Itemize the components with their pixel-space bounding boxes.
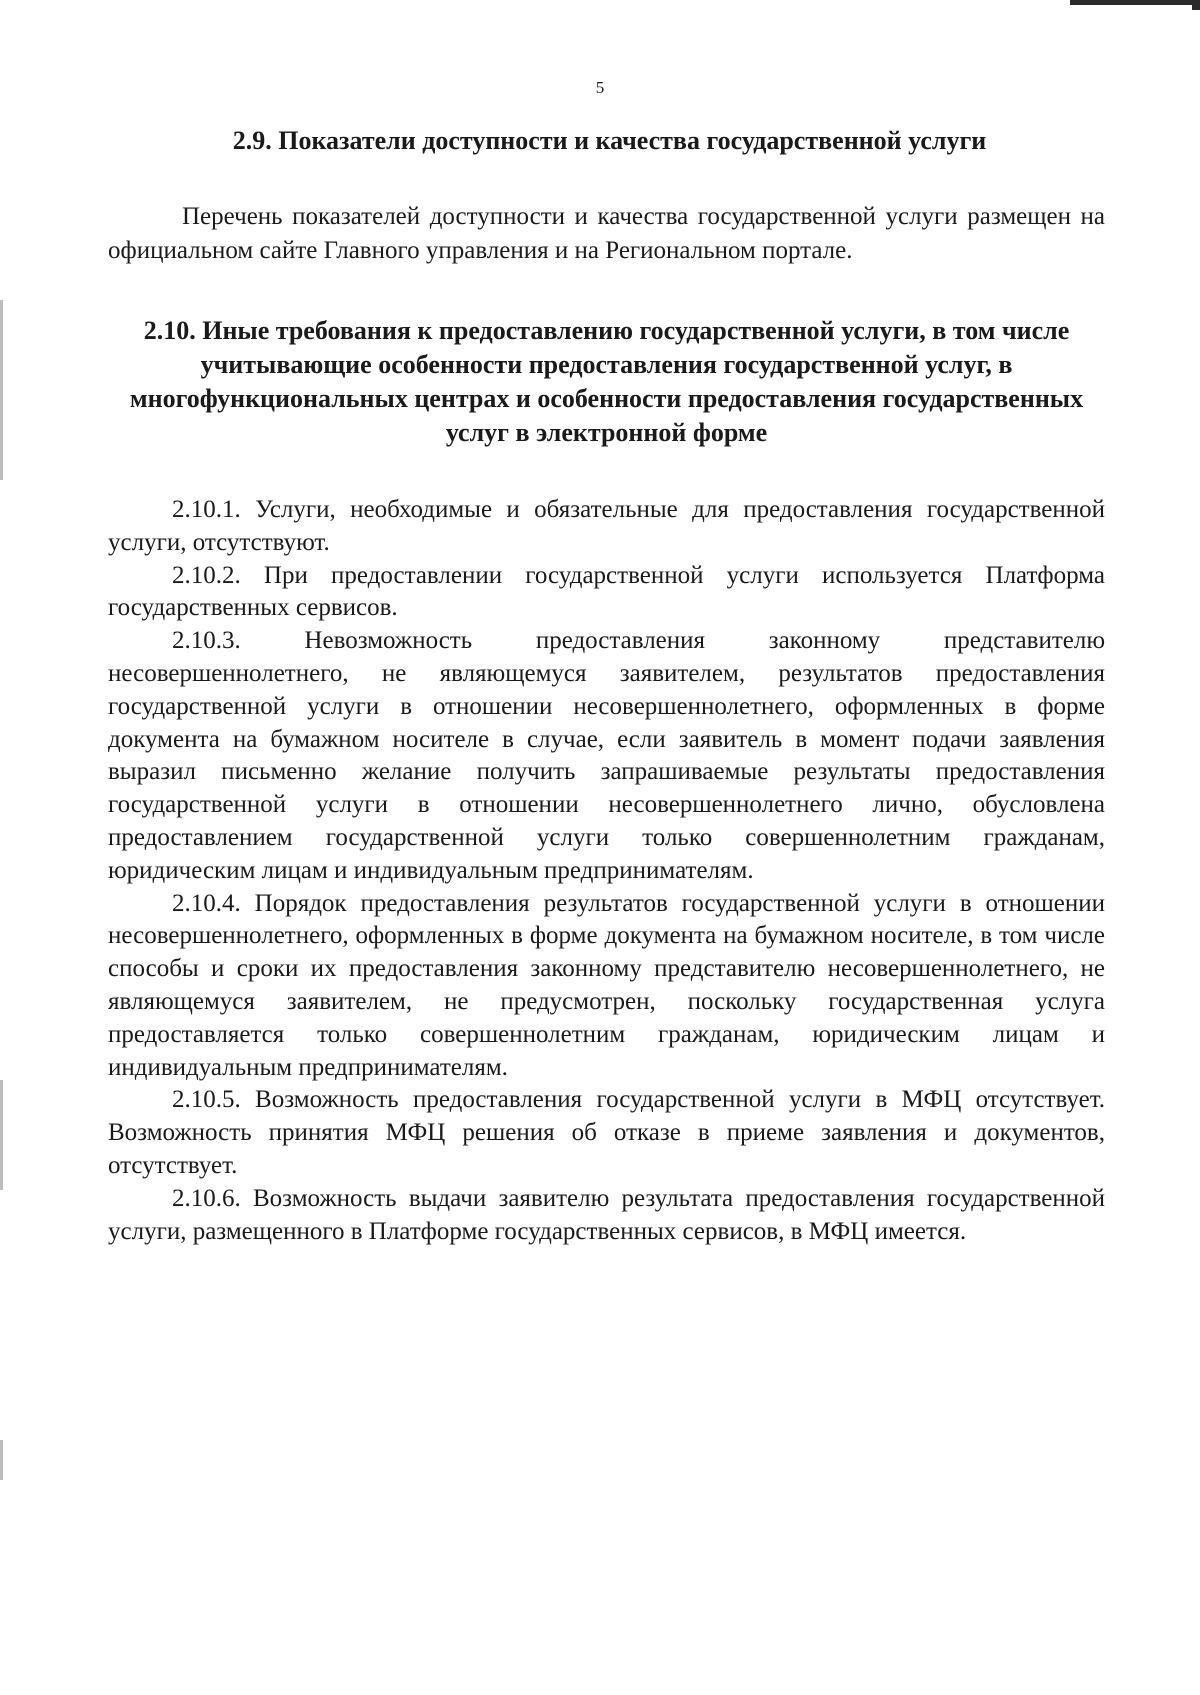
section-2-9-heading: 2.9. Показатели доступности и качества государственной услуги: [232, 126, 987, 155]
clause-2-10-2: 2.10.2. При предоставлении государственной услуги используется Платформа государственных сервисов.: [108, 561, 1105, 622]
section-2-9-paragraph: Перечень показателей доступности и качества государственной услуги размещен на официальном сайте Главного управления и на Региональном портале.: [108, 203, 1105, 264]
page-number: 5: [595, 78, 605, 97]
clause-2-10-5: 2.10.5. Возможность предоставления государственной услуги в МФЦ отсутствует. Возможность принятия МФЦ решения об отказе в приеме заявления и документов, отсутствует.: [108, 1086, 1105, 1179]
scan-artifact-top-mark: [1070, 0, 1200, 5]
clause-2-10-4: 2.10.4. Порядок предоставления результатов государственной услуги в отношении несовершеннолетнего, оформленных в форме документа на бумажном носителе, в том числе способы и сроки их предоставления законному представителю несовершеннолетнего, не являющемуся заявителем, не предусмотрен, поскольку государственная услуга предоставляется только совершеннолетним гражданам, юридическим лицам и индивидуальным предпринимателям.: [108, 889, 1105, 1081]
scan-artifact-corner-mark: [1192, 0, 1200, 10]
clause-2-10-3: 2.10.3. Невозможность предоставления законному представителю несовершеннолетнего, не являющемуся заявителем, результатов предоставления государственной услуги в отношении несовершеннолетнего, оформленных в форме документа на бумажном носителе в случае, если заявитель в момент подачи заявления выразил письменно желание получить запрашиваемые результаты предоставления государственной услуги в отношении несовершеннолетнего лично, обусловлена предоставлением государственной услуги только совершеннолетним гражданам, юридическим лицам и индивидуальным предпринимателям.: [108, 627, 1105, 884]
clause-2-10-6: 2.10.6. Возможность выдачи заявителю результата предоставления государственной услуги, размещенного в Платформе государственных сервисов, в МФЦ имеется.: [108, 1184, 1105, 1245]
scan-artifact-left-edge: [0, 300, 3, 480]
clause-2-10-1: 2.10.1. Услуги, необходимые и обязательные для предоставления государственной услуги, отсутствуют.: [108, 496, 1105, 556]
scan-artifact-left-edge: [0, 1440, 3, 1480]
document-body: [108, 124, 1105, 1248]
scan-artifact-left-edge: [0, 1080, 3, 1190]
section-2-10-heading: 2.10. Иные требования к предоставлению государственной услуги, в том числе учитывающие особенности предоставления государственной услуг, в многофункциональных центрах и особенности предоставления государственных услуг в электронной форме: [129, 316, 1084, 447]
